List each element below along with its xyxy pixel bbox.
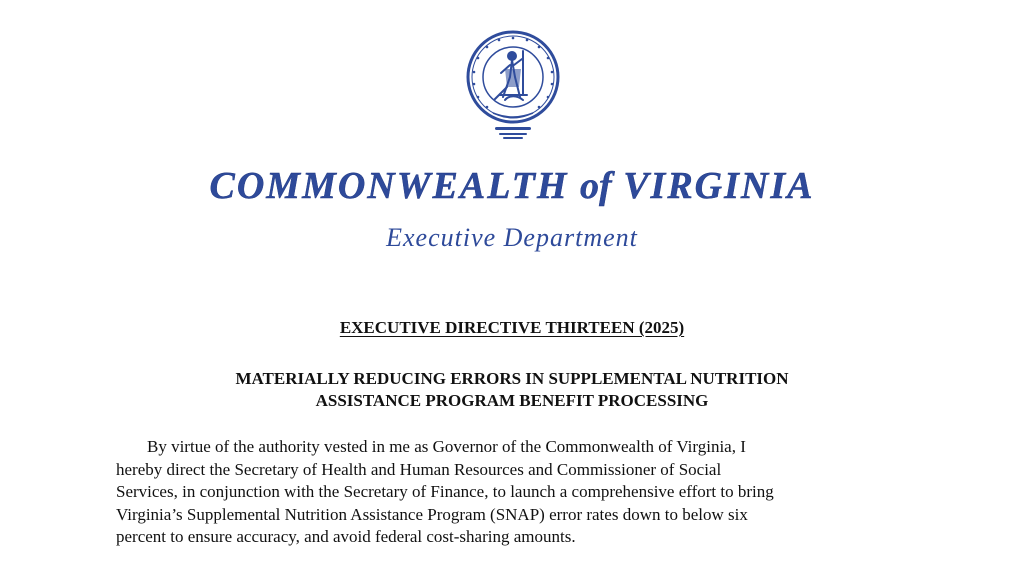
virginia-seal-icon (465, 29, 561, 141)
body-line: Services, in conjunction with the Secretary of Finance, to launch a comprehensive effort to bring (116, 482, 774, 501)
masthead-title-main: COMMONWEALTH (209, 165, 569, 207)
body-line: By virtue of the authority vested in me as Governor of the Commonwealth of Virginia, I (147, 437, 746, 456)
directive-title-line: MATERIALLY REDUCING ERRORS IN SUPPLEMENTAL NUTRITION (235, 369, 789, 388)
directive-heading (0, 318, 1024, 338)
directive-title-line: ASSISTANCE PROGRAM BENEFIT PROCESSING (315, 391, 709, 410)
body-line: hereby direct the Secretary of Health and Human Resources and Commissioner of Social (116, 459, 722, 479)
seal-graphic (465, 29, 561, 141)
masthead-subtitle: Executive Department (386, 223, 638, 252)
masthead-title (0, 164, 1024, 208)
directive-body (116, 436, 916, 549)
body-line: percent to ensure accuracy, and avoid federal cost-sharing amounts. (116, 527, 576, 546)
body-line: Virginia’s Supplemental Nutrition Assistance Program (SNAP) error rates down to below six (116, 504, 748, 524)
directive-heading-text: EXECUTIVE DIRECTIVE THIRTEEN (2025) (339, 318, 685, 337)
masthead-title-state: VIRGINIA (623, 165, 815, 207)
masthead-title-of: of (580, 165, 612, 207)
directive-title (0, 368, 1024, 412)
